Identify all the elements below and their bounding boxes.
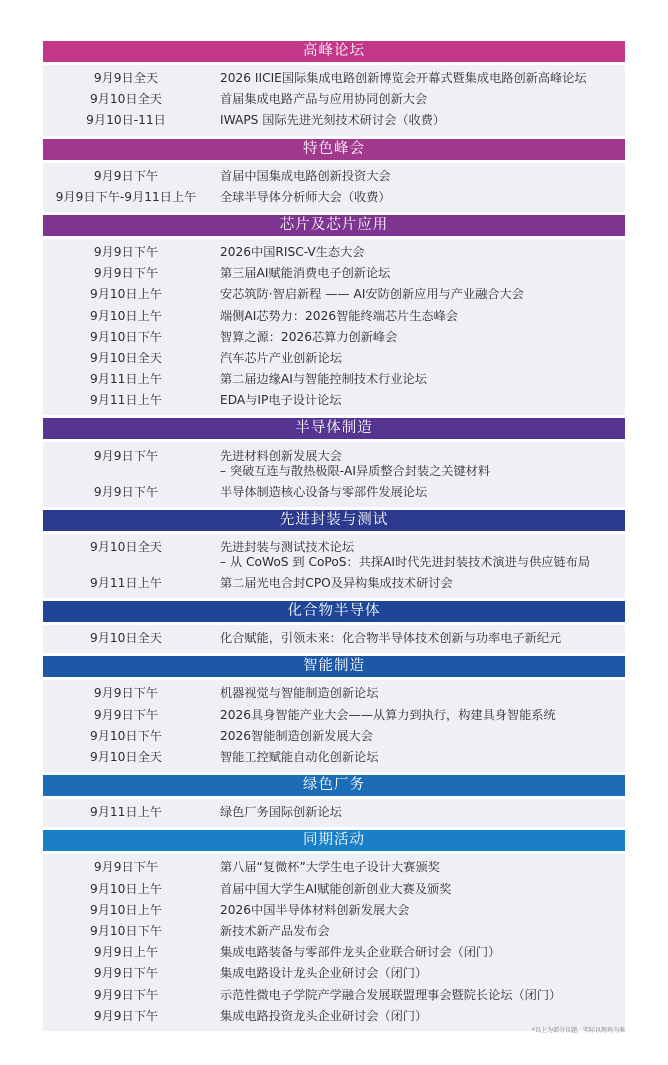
event-date: 9月11日上午 (89, 576, 162, 591)
event-description (209, 245, 625, 260)
event-row (43, 963, 625, 984)
event-description (209, 449, 625, 479)
event-date: 9月11日上午 (89, 393, 162, 408)
event-description (209, 485, 625, 500)
event-title: 机器视觉与智能制造创新论坛 (220, 686, 379, 701)
section-event-list (43, 65, 625, 136)
event-row (43, 369, 625, 390)
event-title: 第八届“复微杯”大学生电子设计大赛颁奖 (220, 860, 440, 875)
event-title: 首届中国大学生AI赋能创新创业大赛及颁奖 (220, 881, 452, 896)
event-date: 9月9日上午 (93, 945, 159, 960)
event-description (209, 860, 625, 875)
event-description (209, 330, 625, 345)
event-row (43, 390, 625, 411)
schedule-section (43, 41, 625, 136)
event-date: 9月10日-11日 (86, 113, 166, 128)
event-description (209, 805, 625, 820)
event-schedule (43, 41, 625, 1034)
event-description (209, 966, 625, 981)
event-description (209, 903, 625, 918)
event-row (43, 747, 625, 768)
event-title: 智算之源：2026芯算力创新峰会 (220, 329, 398, 344)
event-date: 9月10日上午 (89, 287, 162, 302)
event-title: 2026中国RISC-V生态大会 (220, 245, 365, 260)
event-description (209, 287, 625, 302)
event-title: 化合赋能，引领未来：化合物半导体技术创新与功率电子新纪元 (220, 631, 562, 646)
event-title: 首届集成电路产品与应用协同创新大会 (220, 92, 428, 107)
event-row (43, 628, 625, 649)
event-date: 9月9日下午 (93, 448, 159, 463)
event-description (209, 169, 625, 184)
event-title: 先进材料创新发展大会 (220, 448, 342, 463)
schedule-section (43, 656, 625, 772)
event-title: 2026 IICIE国际集成电路创新博览会开幕式暨集成电路创新高峰论坛 (220, 71, 587, 86)
event-date: 9月9日下午 (93, 686, 159, 701)
section-event-list (43, 442, 625, 506)
event-date: 9月9日下午 (93, 168, 159, 183)
event-description (209, 190, 625, 205)
event-description (209, 372, 625, 387)
schedule-section (43, 215, 625, 416)
section-title: 绿色厂务 (43, 775, 625, 796)
section-title: 特色峰会 (43, 139, 625, 160)
event-date: 9月10日全天 (89, 539, 162, 554)
event-title: 2026具身智能产业大会——从算力到执行，构建具身智能系统 (220, 707, 556, 722)
event-title: 智能工控赋能自动化创新论坛 (220, 750, 379, 765)
event-description (209, 686, 625, 701)
event-date: 9月10日全天 (89, 631, 162, 646)
section-event-list (43, 799, 625, 827)
event-row (43, 683, 625, 704)
event-date: 9月9日下午 (93, 966, 159, 981)
event-description (209, 729, 625, 744)
event-description (209, 750, 625, 765)
event-description (209, 266, 625, 281)
event-row (43, 705, 625, 726)
event-date: 9月10日上午 (89, 902, 162, 917)
event-row (43, 306, 625, 327)
event-row (43, 900, 625, 921)
event-row (43, 89, 625, 110)
event-row (43, 68, 625, 89)
event-title: 新技术新产品发布会 (220, 923, 330, 938)
event-row (43, 879, 625, 900)
event-row (43, 857, 625, 878)
event-row (43, 573, 625, 594)
event-date: 9月9日下午 (93, 266, 159, 281)
event-title: 集成电路设计龙头企业研讨会（闭门） (220, 966, 428, 981)
event-subtitle: – 从 CoWoS 到 CoPoS：共探AI时代先进封装技术演进与供应链布局 (220, 554, 591, 569)
section-event-list (43, 680, 625, 772)
event-description (209, 393, 625, 408)
event-row (43, 327, 625, 348)
event-description (209, 631, 625, 646)
event-title: 示范性微电子学院产学融合发展联盟理事会暨院长论坛（闭门） (220, 987, 562, 1002)
event-title: 端侧AI芯势力：2026智能终端芯片生态峰会 (220, 308, 458, 323)
event-title: 汽车芯片产业创新论坛 (220, 350, 342, 365)
section-title: 半导体制造 (43, 418, 625, 439)
event-row (43, 110, 625, 131)
event-row (43, 537, 625, 573)
event-title: 第二届光电合封CPO及异构集成技术研讨会 (220, 576, 453, 591)
event-title: EDA与IP电子设计论坛 (220, 393, 342, 408)
event-date: 9月10日上午 (89, 308, 162, 323)
event-date: 9月11日上午 (89, 805, 162, 820)
schedule-section (43, 139, 625, 212)
schedule-section (43, 830, 625, 1031)
section-title: 智能制造 (43, 656, 625, 677)
event-description (209, 945, 625, 960)
event-row (43, 802, 625, 823)
section-title: 先进封装与测试 (43, 510, 625, 531)
event-date: 9月11日上午 (89, 372, 162, 387)
event-title: 半导体制造核心设备与零部件发展论坛 (220, 484, 428, 499)
section-event-list (43, 239, 625, 416)
event-description (209, 71, 625, 86)
event-description (209, 882, 625, 897)
event-row (43, 942, 625, 963)
schedule-section (43, 601, 625, 653)
event-title: 2026智能制造创新发展大会 (220, 728, 373, 743)
event-row (43, 1006, 625, 1027)
event-date: 9月9日下午 (93, 245, 159, 260)
event-date: 9月9日下午 (93, 987, 159, 1002)
event-title: 集成电路投资龙头企业研讨会（闭门） (220, 1008, 428, 1023)
schedule-section (43, 510, 625, 598)
section-title: 芯片及芯片应用 (43, 215, 625, 236)
event-date: 9月9日下午 (93, 860, 159, 875)
event-row (43, 482, 625, 503)
event-date: 9月10日全天 (89, 92, 162, 107)
event-title: 先进封装与测试技术论坛 (220, 539, 355, 554)
section-event-list (43, 534, 625, 598)
event-date: 9月10日全天 (89, 350, 162, 365)
event-row (43, 445, 625, 481)
event-title: 集成电路装备与零部件龙头企业联合研讨会（闭门） (220, 945, 501, 960)
event-row (43, 263, 625, 284)
event-title: IWAPS 国际先进光刻技术研讨会（收费） (220, 113, 446, 128)
event-description (209, 576, 625, 591)
event-date: 9月10日下午 (89, 728, 162, 743)
event-date: 9月9日下午-9月11日上午 (55, 189, 197, 204)
event-title: 第二届边缘AI与智能控制技术行业论坛 (220, 372, 427, 387)
section-title: 高峰论坛 (43, 41, 625, 62)
event-title: 安芯筑防·智启新程 —— AI安防创新应用与产业融合大会 (220, 287, 524, 302)
section-event-list (43, 625, 625, 653)
event-title: 绿色厂务国际创新论坛 (220, 805, 342, 820)
event-date: 9月9日下午 (93, 1008, 159, 1023)
event-title: 全球半导体分析师大会（收费） (220, 189, 391, 204)
section-title: 同期活动 (43, 830, 625, 851)
event-row (43, 726, 625, 747)
event-title: 2026中国半导体材料创新发展大会 (220, 902, 410, 917)
event-description (209, 92, 625, 107)
event-row (43, 984, 625, 1005)
event-row (43, 242, 625, 263)
section-event-list (43, 854, 625, 1031)
event-subtitle: – 突破互连与散热极限-AI异质整合封装之关键材料 (220, 463, 491, 478)
event-row (43, 921, 625, 942)
event-description (209, 988, 625, 1003)
event-description (209, 351, 625, 366)
footnote: *以上为部分议题，实际以现场为准 (531, 1027, 625, 1034)
event-date: 9月9日下午 (93, 484, 159, 499)
event-title: 第三届AI赋能消费电子创新论坛 (220, 266, 391, 281)
event-row (43, 284, 625, 305)
event-description (209, 309, 625, 324)
event-row (43, 187, 625, 208)
event-row (43, 348, 625, 369)
schedule-section (43, 418, 625, 506)
section-title: 化合物半导体 (43, 601, 625, 622)
event-row (43, 166, 625, 187)
event-date: 9月9日全天 (93, 71, 159, 86)
section-event-list (43, 163, 625, 212)
event-date: 9月10日下午 (89, 923, 162, 938)
event-date: 9月10日上午 (89, 881, 162, 896)
event-description (209, 924, 625, 939)
event-description (209, 113, 625, 128)
event-date: 9月9日下午 (93, 707, 159, 722)
event-description (209, 708, 625, 723)
event-description (209, 540, 625, 570)
event-date: 9月10日全天 (89, 750, 162, 765)
event-description (209, 1009, 625, 1024)
event-title: 首届中国集成电路创新投资大会 (220, 168, 391, 183)
schedule-section (43, 775, 625, 827)
event-date: 9月10日下午 (89, 329, 162, 344)
